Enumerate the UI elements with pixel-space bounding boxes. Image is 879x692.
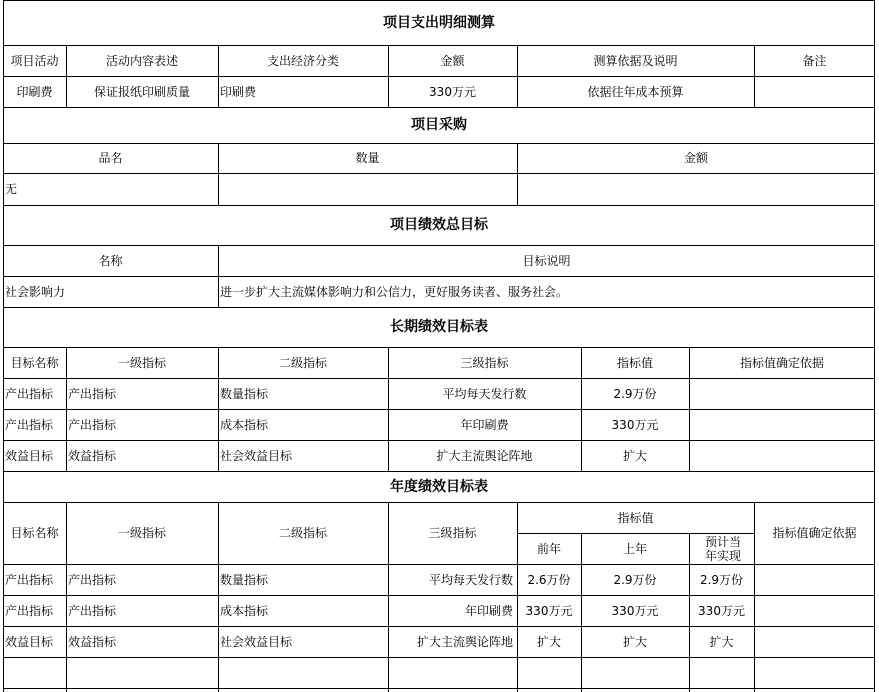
annual-r1-last-year: 2.9万份 (613, 572, 657, 587)
longterm-header-target-name: 目标名称 (10, 355, 59, 370)
longterm-r3-basis (689, 440, 875, 471)
annual-r2-last-year: 330万元 (611, 603, 659, 618)
procurement-header-amount: 金额 (683, 151, 708, 165)
procurement-cell-amount (517, 173, 875, 205)
longterm-r3-level1: 效益指标 (68, 448, 117, 463)
longterm-r1-level1: 产出指标 (68, 386, 117, 401)
annual-r1-level3: 平均每天发行数 (428, 572, 513, 587)
annual-r2-year-before-last: 330万元 (525, 603, 573, 618)
annual-r2-target: 产出指标 (5, 603, 54, 618)
longterm-r3-level3: 扩大主流舆论阵地 (436, 448, 533, 463)
expense-header-basis: 测算依据及说明 (593, 53, 678, 68)
procurement-cell-item: 无 (5, 182, 18, 196)
longterm-header-level1: 一级指标 (117, 355, 166, 370)
longterm-r1-value: 2.9万份 (613, 386, 657, 401)
budget-sheet (3, 0, 875, 692)
longterm-r3-level2: 社会效益目标 (220, 448, 293, 463)
annual-subheader-year-before-last: 前年 (536, 541, 561, 556)
procurement-header-quantity: 数量 (355, 151, 380, 165)
longterm-r2-target: 产出指标 (5, 417, 54, 432)
annual-r3-last-year: 扩大 (622, 634, 647, 649)
annual-r1-expected-current: 2.9万份 (699, 572, 744, 587)
longterm-header-basis: 指标值确定依据 (739, 355, 824, 370)
overall-header-name: 名称 (98, 253, 123, 268)
expense-cell-econ-class: 印刷费 (220, 84, 257, 99)
annual-r1-level1: 产出指标 (68, 572, 117, 587)
overall-cell-description: 进一步扩大主流媒体影响力和公信力，更好服务读者、服务社会。 (220, 284, 569, 299)
longterm-r1-level2: 数量指标 (220, 386, 269, 401)
annual-subheader-last-year: 上年 (622, 541, 647, 556)
annual-header-target-name: 目标名称 (10, 526, 59, 540)
annual-r1-year-before-last: 2.6万份 (527, 572, 571, 587)
longterm-section-title: 长期绩效目标表 (390, 319, 488, 335)
annual-r2-basis (754, 595, 875, 626)
annual-r1-basis (754, 564, 875, 595)
longterm-r1-basis (689, 378, 875, 409)
overall-header-description: 目标说明 (522, 253, 571, 268)
annual-r3-level1: 效益指标 (68, 634, 117, 649)
expense-cell-description: 保证报纸印刷质量 (93, 84, 190, 99)
longterm-r3-target: 效益目标 (5, 448, 54, 463)
longterm-header-level3: 三级指标 (460, 355, 509, 370)
expense-header-amount: 金额 (440, 53, 465, 68)
annual-r3-target: 效益目标 (5, 634, 54, 649)
annual-r3-level2: 社会效益目标 (220, 634, 293, 649)
annual-r2-level2: 成本指标 (220, 603, 269, 618)
procurement-cell-quantity (218, 173, 517, 205)
expense-cell-amount: 330万元 (429, 84, 476, 99)
annual-r2-level3: 年印刷费 (464, 603, 513, 618)
longterm-r2-level3: 年印刷费 (460, 417, 509, 432)
overall-section-title: 项目绩效总目标 (390, 217, 488, 233)
annual-r3-year-before-last: 扩大 (536, 634, 561, 649)
annual-header-level1: 一级指标 (117, 526, 166, 540)
annual-header-value: 指标值 (617, 510, 654, 525)
longterm-header-value: 指标值 (616, 355, 653, 370)
expense-section-title: 项目支出明细测算 (383, 14, 495, 31)
longterm-r2-basis (689, 409, 875, 440)
expense-cell-basis: 依据往年成本预算 (587, 84, 684, 99)
longterm-r1-level3: 平均每天发行数 (442, 386, 527, 401)
annual-header-level2: 二级指标 (278, 526, 327, 540)
procurement-header-item: 品名 (98, 151, 123, 165)
annual-r1-level2: 数量指标 (220, 572, 269, 587)
longterm-r2-level1: 产出指标 (68, 417, 117, 432)
expense-header-activity: 项目活动 (10, 53, 59, 68)
annual-header-basis: 指标值确定依据 (772, 526, 857, 540)
annual-r3-level3: 扩大主流舆论阵地 (416, 634, 513, 649)
annual-r3-expected-current: 扩大 (709, 634, 734, 649)
longterm-r3-value: 扩大 (622, 448, 647, 463)
annual-header-level3: 三级指标 (428, 526, 477, 540)
annual-r2-level1: 产出指标 (68, 603, 117, 618)
overall-cell-name: 社会影响力 (5, 284, 66, 299)
expense-cell-remarks (754, 76, 875, 107)
expense-header-description: 活动内容表述 (105, 53, 178, 68)
procurement-section-title: 项目采购 (411, 117, 467, 133)
expense-header-remarks: 备注 (802, 53, 827, 68)
longterm-header-level2: 二级指标 (278, 355, 327, 370)
longterm-r2-value: 330万元 (611, 417, 659, 432)
longterm-r1-target: 产出指标 (5, 386, 54, 401)
expense-cell-activity: 印刷费 (16, 84, 53, 99)
longterm-r2-level2: 成本指标 (220, 417, 269, 432)
annual-subheader-expected-current: 预计当年实现 (704, 534, 741, 563)
annual-r3-basis (754, 626, 875, 657)
annual-section-title: 年度绩效目标表 (390, 478, 488, 495)
annual-r1-target: 产出指标 (5, 572, 54, 587)
expense-header-econ-class: 支出经济分类 (266, 53, 339, 68)
annual-r2-expected-current: 330万元 (698, 603, 745, 618)
